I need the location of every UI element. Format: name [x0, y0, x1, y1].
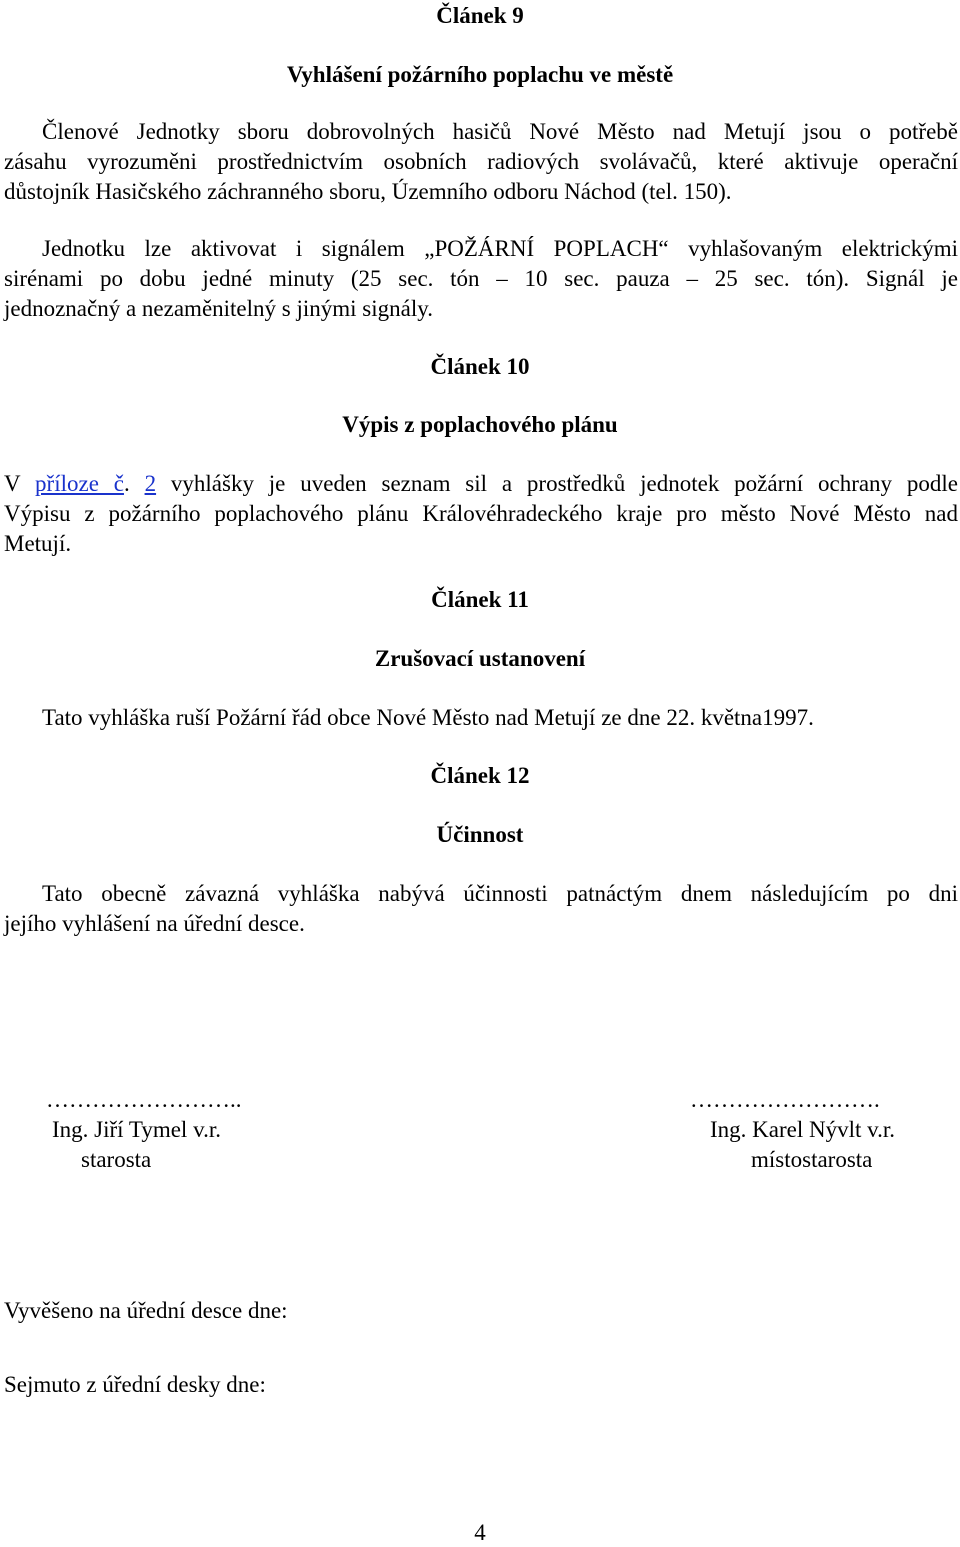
article-9-paragraph-1 — [4, 117, 958, 207]
article-10-line-1-mid: . — [123, 471, 145, 496]
signature-left-name: Ing. Jiří Tymel v.r. — [52, 1117, 221, 1142]
signature-left-dots: …………………….. — [46, 1087, 242, 1112]
attachment-number-link[interactable]: 2 — [144, 471, 157, 496]
attachment-link[interactable]: příloze č — [35, 471, 124, 496]
article-12-title: Účinnost — [436, 822, 524, 847]
signature-right-name: Ing. Karel Nývlt v.r. — [710, 1117, 896, 1142]
article-12-line-2: jejího vyhlášení na úřední desce. — [4, 911, 305, 936]
article-11-line: Tato vyhláška ruší Požární řád obce Nové Město nad Metují ze dne 22. května1997. — [42, 705, 814, 730]
article-11-title: Zrušovací ustanovení — [374, 646, 586, 671]
article-12-line-1: Tato obecně závazná vyhláška nabývá účinnosti patnáctým dnem následujícím po dni — [42, 881, 958, 906]
signature-right-role: místostarosta — [751, 1147, 873, 1172]
page-number: 4 — [474, 1520, 486, 1545]
article-10-paragraph — [4, 469, 958, 559]
article-10-title: Výpis z poplachového plánu — [342, 412, 618, 437]
signature-right-dots: ……………………. — [690, 1087, 880, 1112]
article-10-number: Článek 10 — [430, 354, 530, 379]
article-10-line-2: Výpisu z požárního poplachového plánu Královéhradeckého kraje pro město Nové Město nad — [4, 501, 958, 526]
posted-on-board-date: Vyvěšeno na úřední desce dne: — [4, 1298, 288, 1323]
article-9-p1-line-3: důstojník Hasičského záchranného sboru, Územního odboru Náchod (tel. 150). — [4, 179, 732, 204]
article-9-p2-line-1: Jednotku lze aktivovat i signálem „POŽÁRNÍ POPLACH“ vyhlašovaným elektrickými — [42, 236, 958, 261]
signature-right — [688, 1085, 928, 1175]
article-12-number: Článek 12 — [430, 763, 530, 788]
removed-from-board-date: Sejmuto z úřední desky dne: — [4, 1372, 266, 1397]
article-10-line-1-prefix: V — [4, 471, 36, 496]
article-10-line-1-rest: vyhlášky je uveden seznam sil a prostředků jednotek požární ochrany podle — [156, 471, 958, 496]
article-12-paragraph — [4, 879, 958, 939]
signature-left — [40, 1085, 260, 1175]
article-10-line-3: Metují. — [4, 531, 72, 556]
article-9-p1-line-2: zásahu vyrozuměni prostřednictvím osobních radiových svolávačů, které aktivuje operační — [4, 149, 958, 174]
article-10-line-1 — [4, 469, 958, 499]
signature-left-role: starosta — [81, 1147, 152, 1172]
article-9-number: Článek 9 — [436, 3, 524, 28]
article-9-p1-line-1: Členové Jednotky sboru dobrovolných hasičů Nové Město nad Metují jsou o potřebě — [42, 119, 958, 144]
article-9-p2-line-3: jednoznačný a nezaměnitelný s jinými signály. — [4, 296, 433, 321]
article-9-p2-line-2: sirénami po dobu jedné minuty (25 sec. tón – 10 sec. pauza – 25 sec. tón). Signál je — [4, 266, 958, 291]
article-9-paragraph-2 — [4, 234, 958, 324]
article-9-title: Vyhlášení požárního poplachu ve městě — [286, 62, 674, 87]
article-11-text — [42, 703, 958, 733]
article-11-number: Článek 11 — [431, 587, 529, 612]
